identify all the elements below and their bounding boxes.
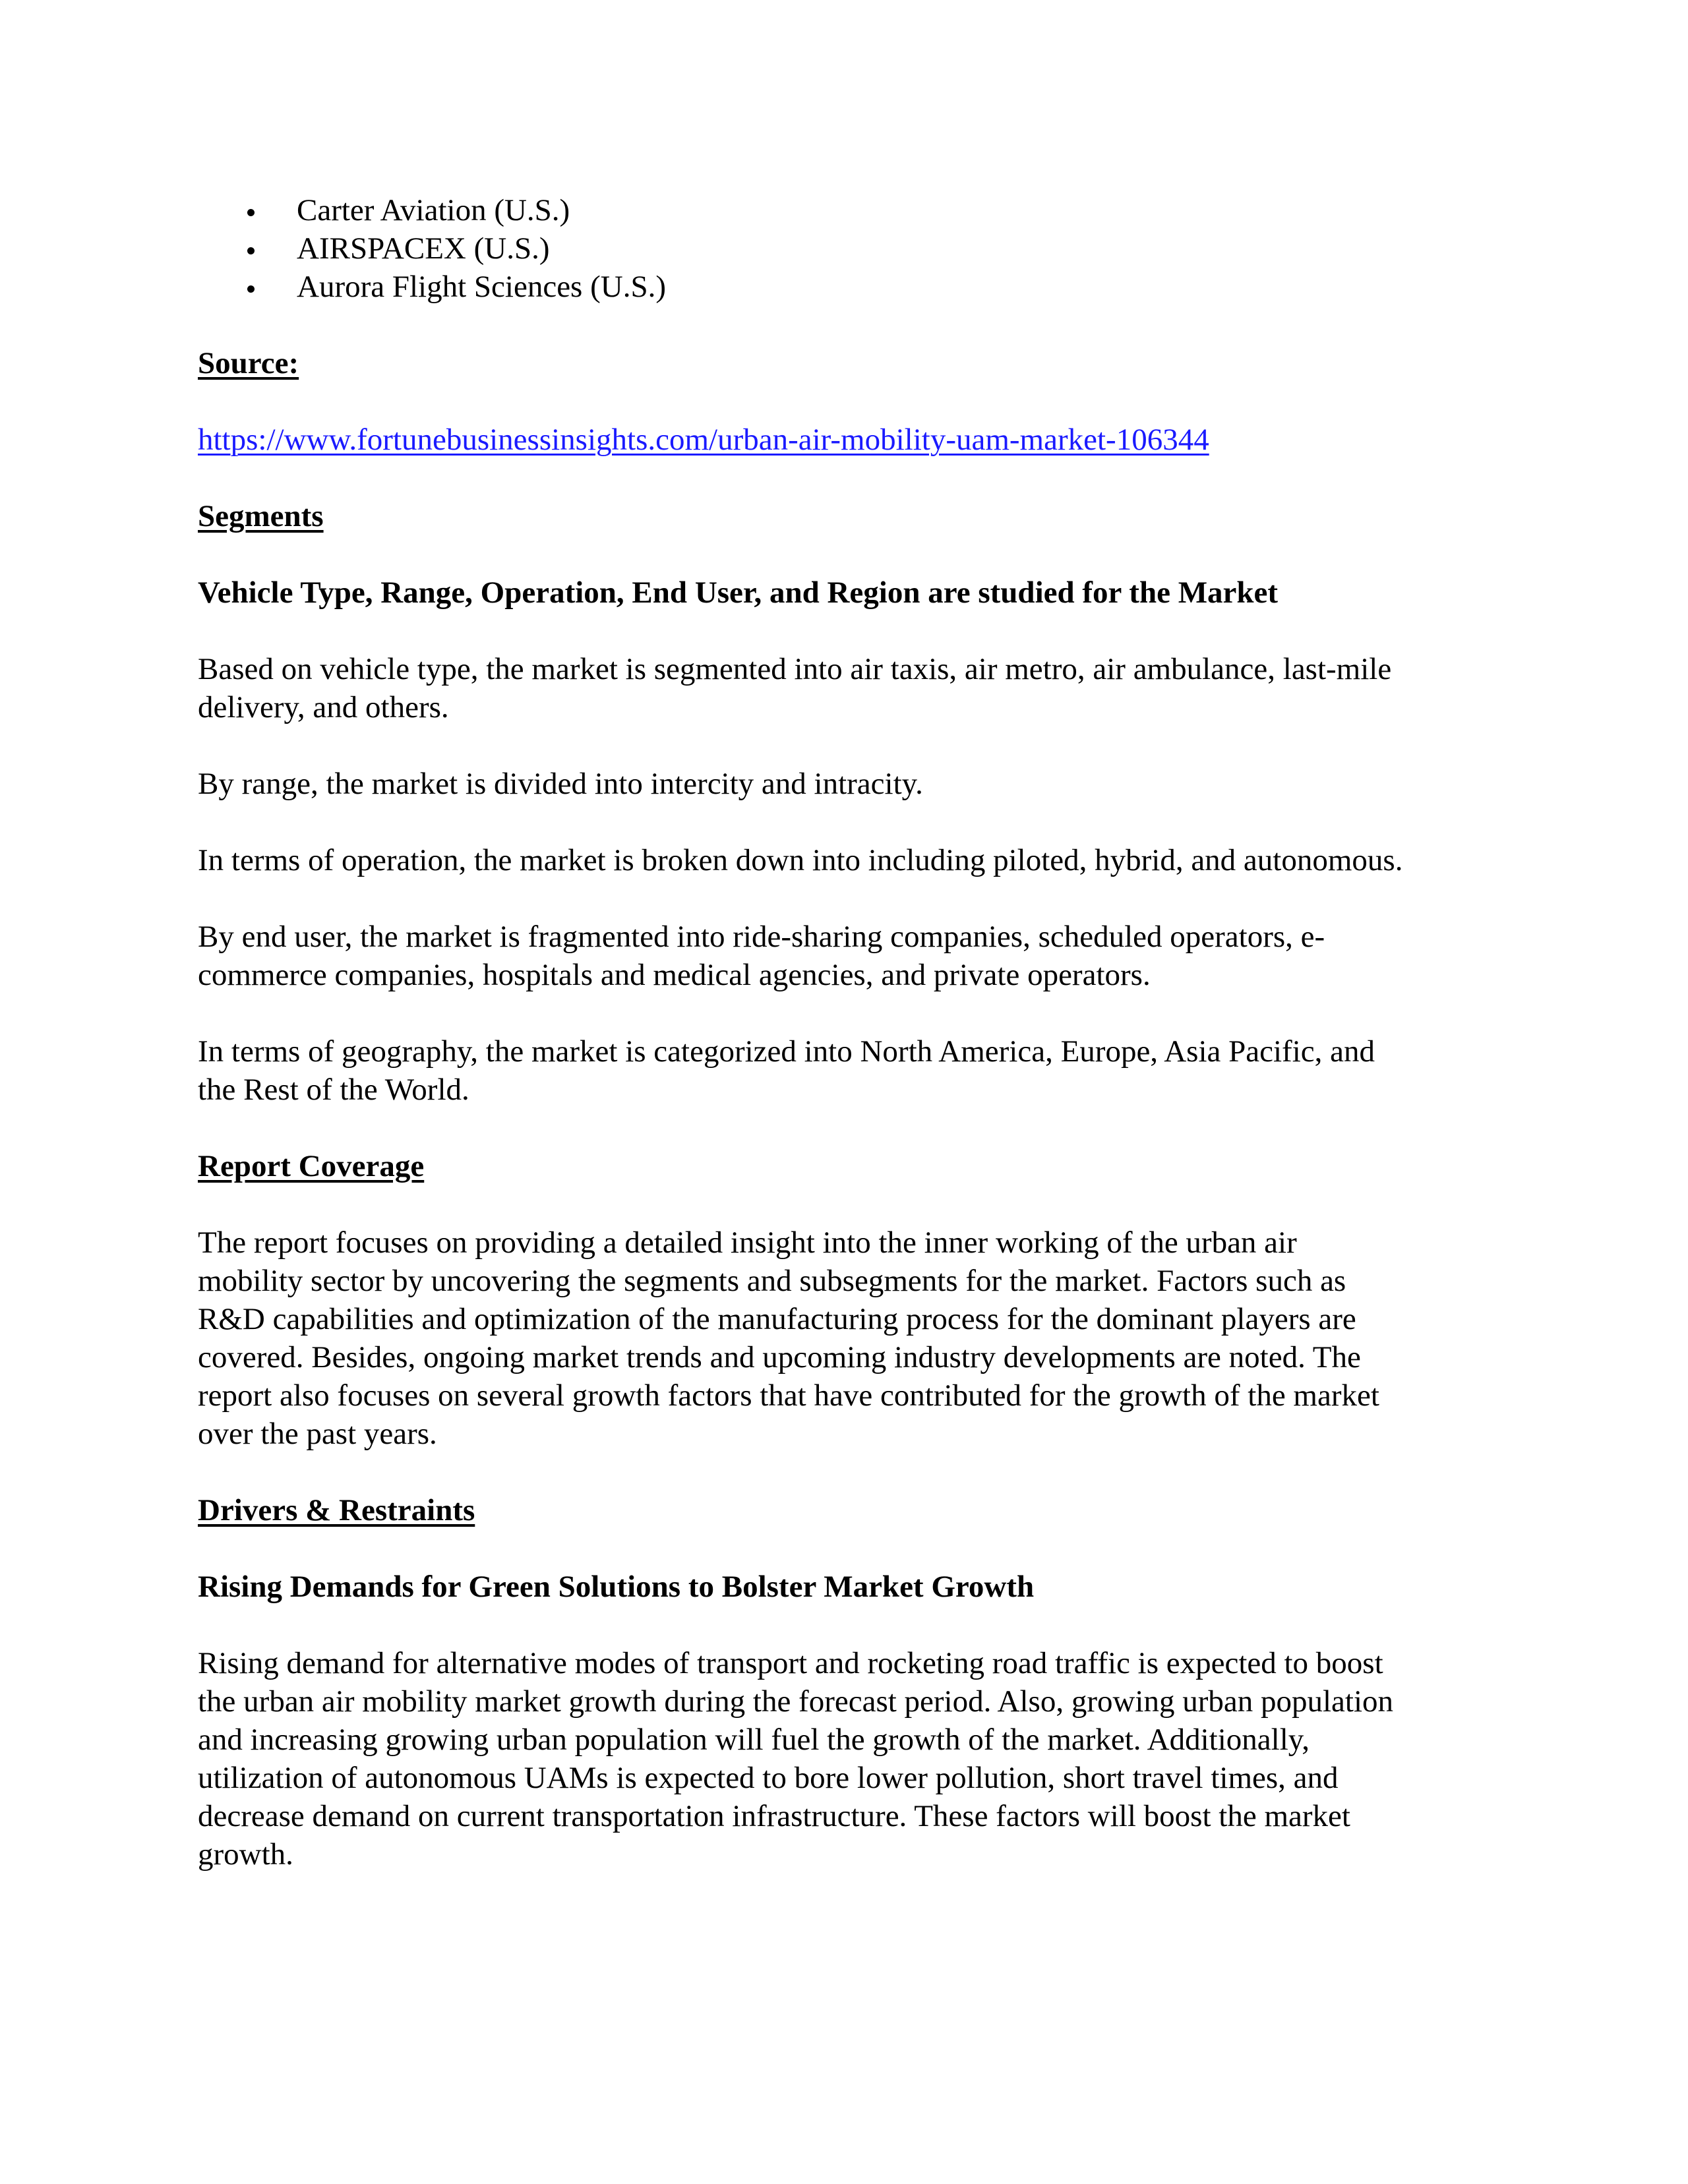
drivers-subheading: Rising Demands for Green Solutions to Bolster Market Growth xyxy=(198,1570,1035,1604)
list-item xyxy=(198,268,1503,306)
paragraph-operation xyxy=(198,841,1503,879)
paragraph-range xyxy=(198,765,1503,803)
drivers-heading: Drivers & Restraints xyxy=(198,1493,475,1527)
text-line: and increasing growing urban population will fuel the growth of the market. Additionally, xyxy=(198,1723,1310,1757)
drivers-paragraph xyxy=(198,1644,1503,1874)
text-line: report also focuses on several growth factors that have contributed for the growth of the market xyxy=(198,1378,1379,1413)
list-item xyxy=(198,229,1503,268)
paragraph-vehicle-type xyxy=(198,650,1503,726)
text-line: Rising demand for alternative modes of transport and rocketing road traffic is expected to boost xyxy=(198,1646,1383,1680)
text-line: commerce companies, hospitals and medical agencies, and private operators. xyxy=(198,958,1151,992)
bullet-icon xyxy=(247,209,255,216)
text-line: mobility sector by uncovering the segments and subsegments for the market. Factors such as xyxy=(198,1264,1346,1298)
company-name: Aurora Flight Sciences (U.S.) xyxy=(297,270,666,304)
source-heading: Source: xyxy=(198,346,299,380)
company-list xyxy=(198,191,1503,306)
bullet-icon xyxy=(247,285,255,293)
company-name: Carter Aviation (U.S.) xyxy=(297,193,570,227)
text-line: the Rest of the World. xyxy=(198,1073,469,1107)
company-name: AIRSPACEX (U.S.) xyxy=(297,231,550,266)
paragraph-end-user xyxy=(198,918,1503,994)
report-coverage-heading: Report Coverage xyxy=(198,1149,425,1183)
text-line: In terms of operation, the market is broken down into including piloted, hybrid, and autonomous. xyxy=(198,843,1403,877)
list-item xyxy=(198,191,1503,229)
text-line: In terms of geography, the market is categorized into North America, Europe, Asia Pacific, and xyxy=(198,1034,1375,1069)
text-line: R&D capabilities and optimization of the manufacturing process for the dominant players are xyxy=(198,1302,1356,1336)
document-page xyxy=(198,191,1503,1874)
segments-subheading: Vehicle Type, Range, Operation, End User, and Region are studied for the Market xyxy=(198,576,1279,610)
text-line: By range, the market is divided into intercity and intracity. xyxy=(198,767,923,801)
text-line: delivery, and others. xyxy=(198,690,449,724)
source-link[interactable]: https://www.fortunebusinessinsights.com/urban-air-mobility-uam-market-106344 xyxy=(198,423,1209,457)
report-coverage-paragraph xyxy=(198,1224,1503,1453)
text-line: decrease demand on current transportation infrastructure. These factors will boost the market xyxy=(198,1799,1350,1833)
paragraph-geography xyxy=(198,1032,1503,1109)
bullet-icon xyxy=(247,247,255,254)
text-line: over the past years. xyxy=(198,1417,437,1451)
text-line: covered. Besides, ongoing market trends and upcoming industry developments are noted. The xyxy=(198,1340,1361,1374)
text-line: the urban air mobility market growth during the forecast period. Also, growing urban population xyxy=(198,1684,1394,1719)
text-line: growth. xyxy=(198,1837,293,1872)
text-line: By end user, the market is fragmented into ride-sharing companies, scheduled operators, e- xyxy=(198,920,1325,954)
segments-heading: Segments xyxy=(198,499,324,533)
text-line: utilization of autonomous UAMs is expected to bore lower pollution, short travel times, and xyxy=(198,1761,1339,1795)
text-line: Based on vehicle type, the market is segmented into air taxis, air metro, air ambulance, last-mile xyxy=(198,652,1392,686)
text-line: The report focuses on providing a detailed insight into the inner working of the urban air xyxy=(198,1225,1297,1260)
